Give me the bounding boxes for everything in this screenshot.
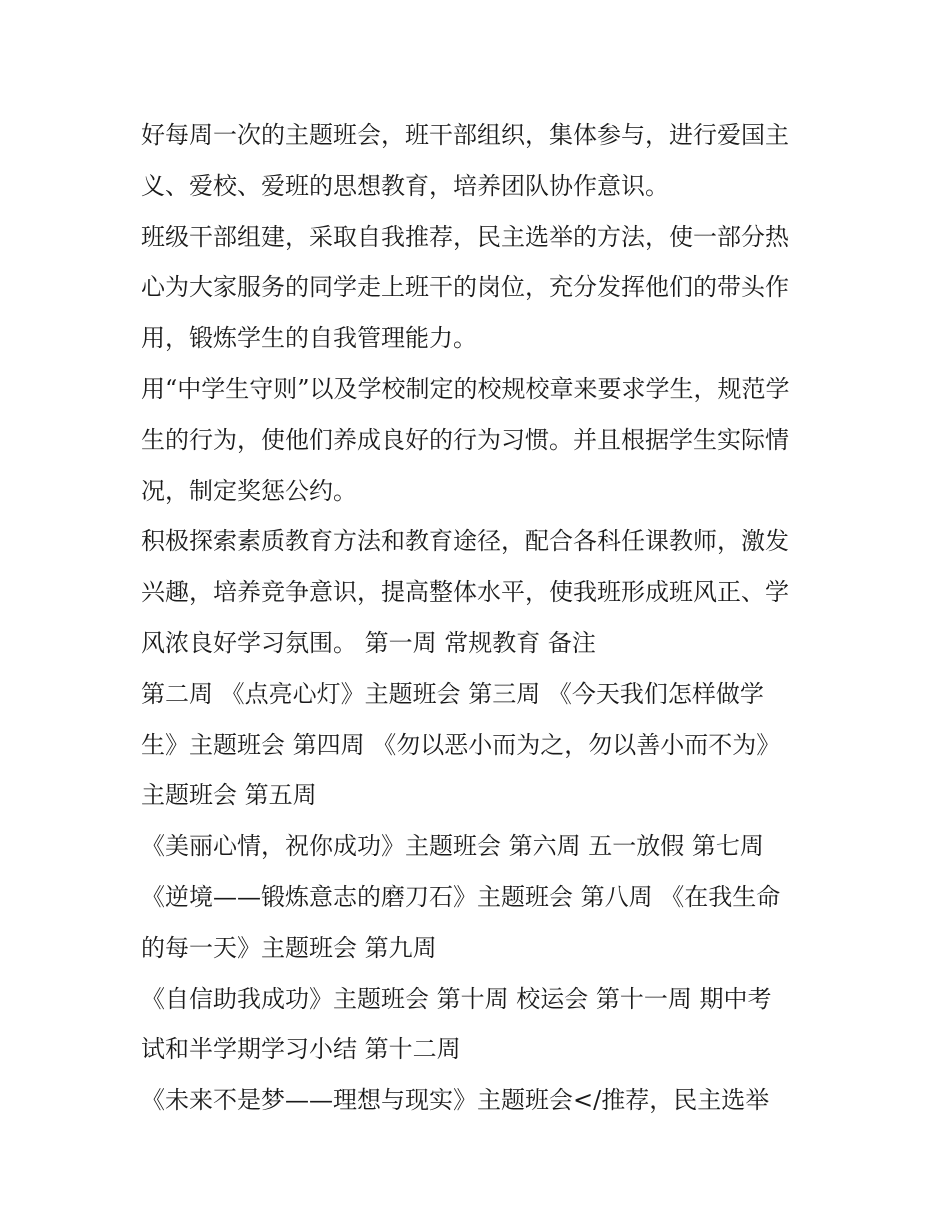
text-line: 《未来不是梦——理想与现实》主题班会</推荐，民主选举: [141, 1086, 770, 1115]
document-body: [141, 110, 831, 1126]
text-line: 《美丽心情，祝你成功》主题班会 第六周 五一放假 第七周: [141, 832, 764, 861]
text-line: 好每周一次的主题班会，班干部组织，集体参与，进行爱国主: [141, 121, 789, 149]
text-line: 义、爱校、爱班的思想教育，培养团队协作意识。: [141, 171, 669, 200]
text-line: 试和半学期学习小结 第十二周: [141, 1035, 461, 1064]
text-line: 第二周 《点亮心灯》主题班会 第三周 《今天我们怎样做学: [141, 679, 764, 708]
text-line: 况，制定奖惩公约。: [141, 476, 357, 505]
text-line: 班级干部组建，采取自我推荐，民主选举的方法，使一部分热: [141, 222, 789, 251]
text-line: 积极探索素质教育方法和教育途径，配合各科任课教师，激发: [141, 527, 789, 556]
text-line: 生》主题班会 第四周 《勿以恶小而为之，勿以善小而不为》: [141, 730, 781, 759]
text-line: 《自信助我成功》主题班会 第十周 校运会 第十一周 期中考: [141, 984, 772, 1013]
text-line: 《逆境——锻炼意志的磨刀石》主题班会 第八周 《在我生命: [141, 882, 781, 911]
text-line: 用“中学生守则”以及学校制定的校规校章来要求学生，规范学: [141, 374, 790, 403]
text-line: 生的行为，使他们养成良好的行为习惯。并且根据学生实际情: [141, 425, 789, 454]
text-line: 主题班会 第五周: [141, 781, 317, 810]
text-line: 用，锻炼学生的自我管理能力。: [141, 324, 477, 353]
text-line: 风浓良好学习氛围。 第一周 常规教育 备注: [141, 628, 596, 657]
text-line: 兴趣，培养竞争意识，提高整体水平，使我班形成班风正、学: [141, 578, 789, 607]
text-line: 心为大家服务的同学走上班干的岗位，充分发挥他们的带头作: [141, 273, 789, 302]
text-line: 的每一天》主题班会 第九周: [141, 933, 437, 962]
